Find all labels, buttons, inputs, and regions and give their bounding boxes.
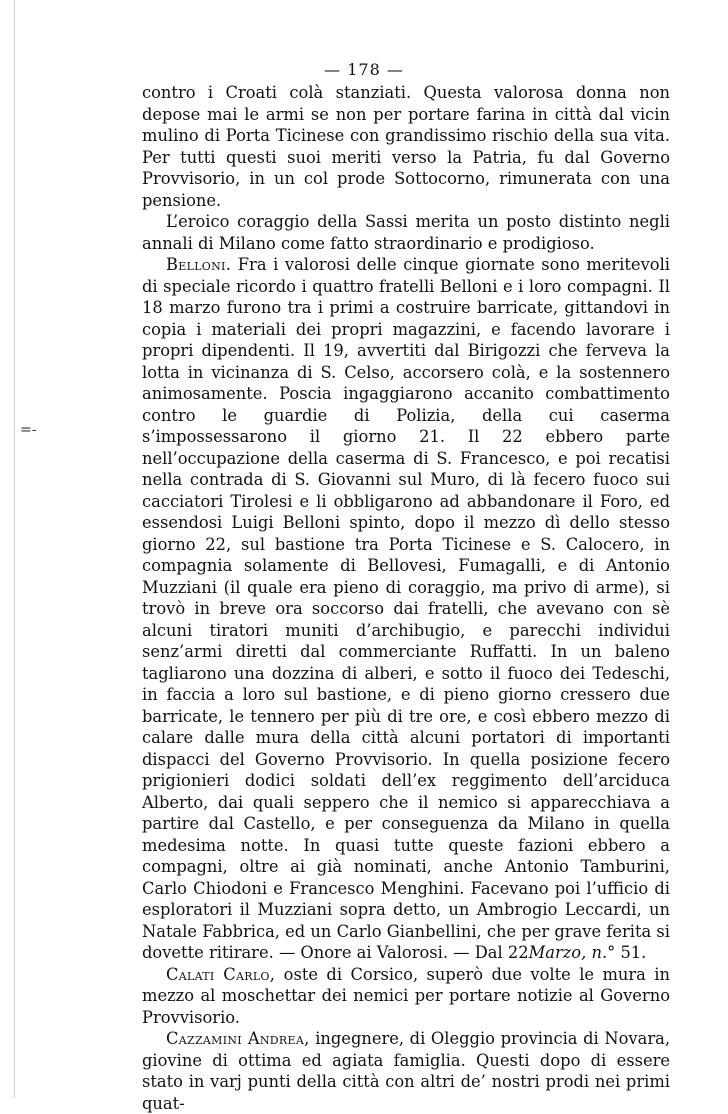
paragraph-sassi-continued: [142, 82, 670, 211]
page-number: — 178 —: [324, 60, 404, 79]
paragraph-text: oste di Corsico, superò due volte le mura in mezzo al moschettar dei nemici per portare notizie al Governo Provvisorio.: [142, 964, 670, 1027]
citation-prefix: Dal 22: [474, 943, 529, 962]
citation-italic: Marzo, n.: [528, 943, 608, 962]
page-edge-shadow: [14, 0, 15, 1098]
margin-mark: =-: [20, 422, 37, 438]
paragraph-belloni: [142, 254, 670, 964]
paragraph-text: contro i Croati colà stanziati. Questa valorosa donna non depose mai le armi se non per portare farina in città dal vicin mulino di Porta Ticinese con grandissimo rischio della sua vita. Per tutti questi suoi meriti verso la Patria, fu dal Governo Provvisorio, in un col prode Sottocorno, rimunerata con una pensione.: [142, 83, 670, 210]
citation-suffix: ° 51.: [607, 943, 647, 962]
paragraph-text: L’eroico coraggio della Sassi merita un posto distinto negli annali di Milano come fatto straordinario e prodigioso.: [142, 212, 670, 253]
entry-heading: Belloni.: [166, 255, 232, 274]
paragraph-sassi-tribute: [142, 211, 670, 254]
text-body: [142, 82, 670, 1114]
paragraph-calati: [142, 964, 670, 1029]
entry-heading: Calati Carlo,: [166, 964, 276, 984]
paragraph-cazzamini: [142, 1028, 670, 1114]
paragraph-text: Fra i valorosi delle cinque giornate sono meritevoli di speciale ricordo i quattro fratelli Belloni e i loro compagni. Il 18 marzo furono tra i primi a costruire barricate, gittandovi in copia i materiali dei propri magazzini, e facendo lavorare i propri dipendenti. Il 19, avvertiti dal Birigozzi che ferveva la lotta in vicinanza di S. Celso, accorsero colà, e la sostennero animosamente. Poscia ingaggiarono accanito combattimento contro le guardie di Polizia, della cui caserma s’impossessarono il giorno 21. Il 22 ebbero parte nell’occupazione della caserma di S. Francesco, e poi recatisi nella contrada di S. Giovanni sul Muro, di là fecero fuoco sui cacciatori Tirolesi e li obbligarono ad abbandonare il Foro, ed essendosi Luigi Belloni spinto, dopo il mezzo dì dello stesso giorno 22, sul bastione tra Porta Ticinese e S. Calocero, in compagnia solamente di Bellovesi, Fumagalli, e di Antonio Muzziani (il quale era pieno di coraggio, ma privo di arme), si trovò in breve ora soccorso dai fratelli, che avevano con sè alcuni tiratori muniti d’archibugio, e parecchi individui senz’armi diretti dal commerciante Ruffatti. In un baleno tagliarono una dozzina di alberi, e sotto il fuoco dei Tedeschi, in faccia a loro sul bastione, e di pieno giorno cressero due barricate, le tennero per più di tre ore, e così ebbero mezzo di calare dalle mura della città alcuni portatori di importanti dispacci del Governo Provvisorio. In quella posizione fecero prigionieri dodici soldati dell’ex reggimento dell’arciduca Alberto, dai quali seppero che il nemico si apparecchiava a partire dal Castello, e per conseguenza da Milano in quella medesima notte. In quasi tutte queste fazioni ebbero a compagni, oltre ai già nominati, anche Antonio Tamburini, Carlo Chiodoni e Francesco Menghini. Facevano poi l’ufficio di esploratori il Muzziani sopra detto, un Ambrogio Leccardi, un Natale Fabbrica, ed un Carlo Gianbellini, che per grave ferita si dovette ritirare. — Onore ai Valorosi. —: [142, 255, 670, 962]
entry-heading: Cazzamini Andrea,: [166, 1029, 310, 1048]
paragraph-text: ingegnere, di Oleggio provincia di Novara, giovine di ottima ed agiata famiglia. Questi dopo di essere stato in varj punti della città con altri de’ nostri prodi nei primi quat-: [142, 1029, 670, 1113]
